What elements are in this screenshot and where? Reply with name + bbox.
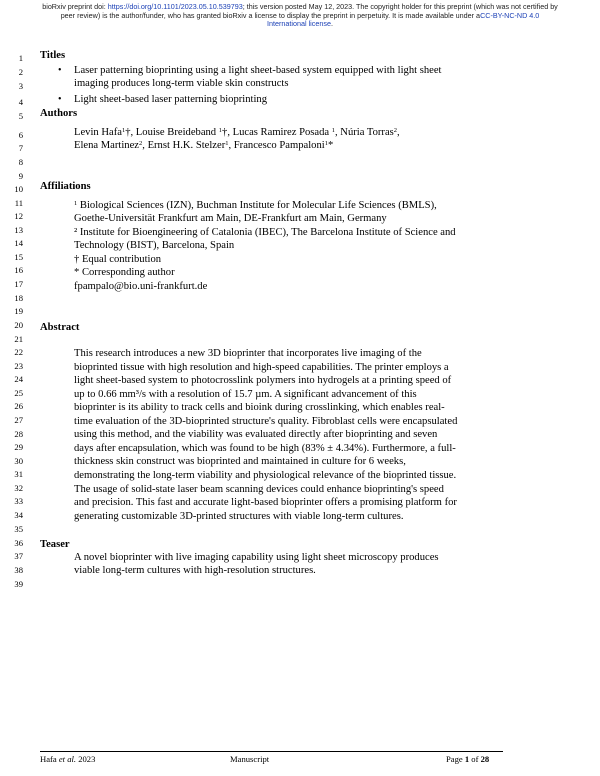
title-short: Light sheet-based laser patterning bioprinting: [74, 94, 267, 105]
author-sup: 1: [218, 127, 223, 134]
line-number: 35: [14, 524, 23, 534]
line-number: 14: [14, 238, 23, 248]
author-name: †, Lucas Ramirez Posada: [222, 127, 332, 138]
line-number: 13: [14, 225, 23, 235]
line-number: 33: [14, 496, 23, 506]
line-number: 15: [14, 252, 23, 262]
authors-heading: Authors: [40, 108, 78, 119]
abstract-heading: Abstract: [40, 322, 80, 333]
affiliation-2-line1: ² Institute for Bioengineering of Catalonia (IBEC), The Barcelona Institute of Science and: [74, 227, 456, 238]
affiliation-2-line2: Technology (BIST), Barcelona, Spain: [74, 240, 235, 251]
footer-rule: [40, 751, 503, 752]
authors-line1: [74, 127, 400, 139]
footer-page-prefix: Page: [446, 754, 465, 764]
corresponding-author-note: * Corresponding author: [74, 267, 175, 278]
author-name: , Núria Torras: [335, 127, 394, 138]
line-number: 36: [14, 538, 23, 548]
line-number: 21: [14, 334, 23, 344]
line-number: 1: [18, 53, 23, 63]
line-number: 29: [14, 442, 23, 452]
line-number: 3: [18, 81, 23, 91]
line-number: 2: [18, 67, 23, 77]
affiliation-text: Biological Sciences (IZN), Buchman Institute for Molecular Life Sciences (BMLS),: [77, 200, 437, 211]
email-link[interactable]: fpampalo@bio.uni-frankfurt.de: [74, 281, 208, 292]
line-number: 25: [14, 388, 23, 398]
footer-page-mid: of: [469, 754, 481, 764]
affiliations-heading: Affiliations: [40, 181, 91, 192]
license-link[interactable]: CC-BY-NC-ND 4.0 International license: [267, 10, 540, 29]
line-number: 31: [14, 469, 23, 479]
line-number: 4: [18, 97, 23, 107]
abstract-line: and precision. This fast and accurate light-based bioprinter offers a promising platform for: [74, 497, 457, 509]
line-number: 8: [18, 157, 23, 167]
line-number: 20: [14, 320, 23, 330]
bullet-icon: •: [58, 65, 62, 76]
line-number: 30: [14, 456, 23, 466]
affiliation-1-line1: [74, 200, 437, 212]
author-name: , Francesco Pampaloni: [228, 140, 325, 151]
author-name: †, Louise Breideband: [125, 127, 219, 138]
line-number: 37: [14, 551, 23, 561]
footer-center: Manuscript: [230, 754, 270, 764]
abstract-line: time evaluation of the 3D-bioprinted structure's quality. Fibroblast cells were encapsulated: [74, 415, 458, 427]
affiliation-sup: 1: [74, 200, 78, 207]
line-number: 24: [14, 374, 23, 384]
footer-page: [446, 754, 489, 765]
equal-contribution-note: † Equal contribution: [74, 254, 162, 265]
banner-middle: ; this version posted May 12, 2023. The copyright holder for this preprint (which was not certified by peer review) is the author/funder, who has granted bioRxiv a license to display the preprint in perpetuity. It is made available under a: [60, 2, 558, 20]
footer-page-total: 28: [480, 754, 490, 764]
title-full-line2: imaging produces long-term viable skin constructs: [74, 78, 289, 89]
abstract-line: This research introduces a new 3D bioprinter that incorporates live imaging of the: [74, 348, 422, 359]
preprint-banner: [40, 3, 560, 29]
banner-suffix: .: [330, 19, 333, 29]
line-number: 19: [14, 306, 23, 316]
footer-author: [40, 754, 95, 765]
line-number: 16: [14, 265, 23, 275]
author-sep: ,: [397, 127, 400, 138]
affiliation-1-line2: Goethe-Universität Frankfurt am Main, DE-Frankfurt am Main, Germany: [74, 213, 387, 224]
line-number: 5: [18, 111, 23, 121]
teaser-heading: Teaser: [40, 539, 70, 550]
footer-author-name: Hafa: [40, 754, 59, 764]
bullet-icon: •: [58, 94, 62, 105]
footer-year: 2023: [76, 754, 96, 764]
line-number: 39: [14, 579, 23, 589]
abstract-line: demonstrating the long-term viability and physiological relevance of the bioprinted tissue.: [74, 469, 457, 481]
line-number: 18: [14, 293, 23, 303]
abstract-line: days after encapsulation, which was found to be high (83% ± 4.34%). Furthermore, a full-: [74, 442, 456, 454]
author-name: , Ernst H.K. Stelzer: [142, 140, 226, 151]
author-name: Elena Martinez: [74, 140, 140, 151]
abstract-line: bioprinter is its ability to track cells and bioink during crosslinking, which enables real-: [74, 402, 445, 414]
teaser-line: A novel bioprinter with live imaging capability using light sheet microscopy produces: [74, 552, 439, 563]
abstract-line: generating customizable 3D-printed structures with viable long-term cultures.: [74, 510, 404, 522]
author-sup: 1: [324, 140, 328, 147]
line-number: 9: [18, 171, 23, 181]
line-number: 12: [14, 211, 23, 221]
line-number: 7: [18, 143, 23, 153]
abstract-line: light sheet-based system to photocrosslink polymers into hydrogels at a printing speed of: [74, 375, 452, 387]
abstract-line: The usage of solid-state laser beam scanning devices could enhance bioprinting's speed: [74, 483, 444, 495]
author-mark: *: [327, 140, 334, 151]
line-number: 38: [14, 565, 23, 575]
line-number: 27: [14, 415, 23, 425]
line-number: 32: [14, 483, 23, 493]
line-number: 6: [18, 130, 23, 140]
author-name: Levin Hafa: [74, 127, 122, 138]
author-sup: 2: [139, 140, 143, 147]
footer-etal: et al.: [58, 754, 77, 764]
line-number: 26: [14, 401, 23, 411]
line-number: 23: [14, 361, 23, 371]
author-sup: 2: [393, 127, 398, 134]
line-number: 34: [14, 510, 23, 520]
title-full-line1: Laser patterning bioprinting using a light sheet-based system equipped with light sheet: [74, 65, 442, 76]
abstract-line: up to 0.66 mm³/s with a resolution of 15.7 µm. A significant advancement of this: [74, 388, 417, 400]
footer-page-num: 1: [464, 754, 470, 764]
authors-line2: [74, 140, 333, 152]
line-number: 10: [14, 184, 23, 194]
line-number: 22: [14, 347, 23, 357]
line-number: 17: [14, 279, 23, 289]
author-sup: 1: [121, 127, 126, 134]
abstract-line: using this method, and the viability was evaluated directly after bioprinting and seven: [74, 429, 438, 441]
author-sup: 1: [225, 140, 229, 147]
author-sup: 1: [331, 127, 335, 134]
abstract-line: thickness skin construct was bioprinted and maintained in culture for 6 weeks,: [74, 456, 406, 468]
line-number: 11: [14, 198, 23, 208]
teaser-line: viable long-term cultures with high-resolution structures.: [74, 565, 316, 576]
abstract-line: bioprinted tissue with high resolution and high-speed capabilities. The printer employs a: [74, 361, 449, 373]
doi-link[interactable]: https://doi.org/10.1101/2023.05.10.539793: [107, 2, 243, 11]
banner-prefix: bioRxiv preprint doi:: [42, 2, 108, 11]
titles-heading: Titles: [40, 50, 66, 61]
line-number: 28: [14, 429, 23, 439]
